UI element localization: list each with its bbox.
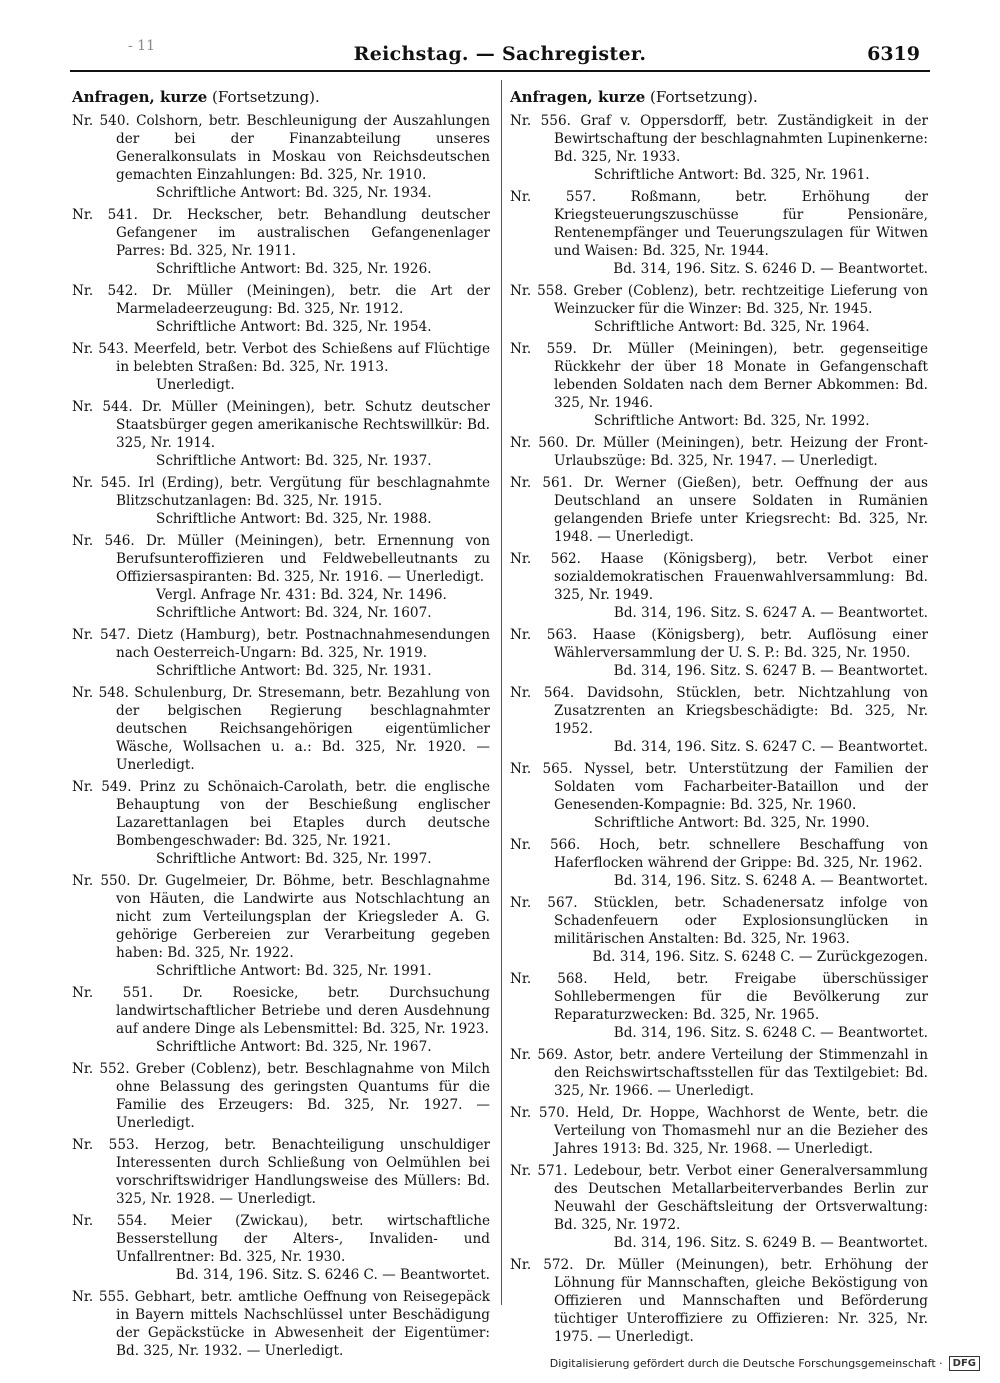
entry-text: Nr. 557. Roßmann, betr. Erhöhung der Kriegsteuerungszuschüsse für Pensionäre, Rentenempfänger und Teuerungszulagen für Witwen und Waisen: Bd. 325, Nr. 1944. xyxy=(510,189,928,259)
entry-reference: Schriftliche Antwort: Bd. 325, Nr. 1988. xyxy=(156,511,432,527)
index-entry xyxy=(72,1212,490,1284)
index-entry xyxy=(72,112,490,202)
index-entry xyxy=(510,626,928,680)
index-entry xyxy=(510,474,928,546)
entry-text: Nr. 565. Nyssel, betr. Unterstützung der Familien der Soldaten vom Facharbeiter-Bataillon und der Genesenden-Kompagnie: Bd. 325, Nr. 1960. xyxy=(510,761,928,813)
entry-reference: Schriftliche Antwort: Bd. 325, Nr. 1967. xyxy=(156,1039,432,1055)
right-column-heading xyxy=(510,88,928,106)
entry-text: Nr. 544. Dr. Müller (Meiningen), betr. Schutz deutscher Staatsbürger gegen amerikanische Rechtswillkür: Bd. 325, Nr. 1914. xyxy=(72,399,490,451)
entry-text: Nr. 541. Dr. Heckscher, betr. Behandlung deutscher Gefangener im australischen Gefangenenlager Parres: Bd. 325, Nr. 1911. xyxy=(72,207,490,259)
index-entry xyxy=(72,206,490,278)
entry-text: Nr. 548. Schulenburg, Dr. Stresemann, betr. Bezahlung von der belgischen Regierung beschlagnahmter deutschen Reichsangehörigen eigentümlicher Wäsche, Wollsachen u. a.: Bd. 325, Nr. 1920. — Unerledigt. xyxy=(72,685,490,773)
header-rule xyxy=(70,70,930,72)
entry-reference: Schriftliche Antwort: Bd. 325, Nr. 1934. xyxy=(156,185,432,201)
entry-text: Nr. 553. Herzog, betr. Benachteiligung unschuldiger Interessenten durch Schließung von Oelmühlen bei vorschriftswidriger Handlungsweise des Müllers: Bd. 325, Nr. 1928. — Unerledigt. xyxy=(72,1137,490,1207)
entry-reference: Schriftliche Antwort: Bd. 325, Nr. 1991. xyxy=(156,963,432,979)
entry-reference: Schriftliche Antwort: Bd. 325, Nr. 1964. xyxy=(594,319,870,335)
index-entry xyxy=(510,340,928,430)
entry-text: Nr. 542. Dr. Müller (Meiningen), betr. die Art der Marmeladeerzeugung: Bd. 325, Nr. 1912. xyxy=(72,283,490,317)
heading-main: Anfragen, kurze xyxy=(72,88,208,106)
entry-reference: Schriftliche Antwort: Bd. 325, Nr. 1961. xyxy=(594,167,870,183)
index-entry xyxy=(72,282,490,336)
index-entry xyxy=(510,836,928,890)
entry-reference: Bd. 314, 196. Sitz. S. 6247 A. — Beantwortet. xyxy=(613,605,928,621)
entry-text: Nr. 555. Gebhart, betr. amtliche Oeffnung von Reisegepäck in Bayern mittels Nachschlüssel unter Beschädigung der Gepäckstücke in Abwesenheit der Eigentümer: Bd. 325, Nr. 1932. — Unerledigt. xyxy=(72,1289,490,1359)
index-entry xyxy=(510,112,928,184)
index-entry xyxy=(510,188,928,278)
entry-reference: Bd. 314, 196. Sitz. S. 6247 B. — Beantwortet. xyxy=(613,663,928,679)
entry-reference: Bd. 314, 196. Sitz. S. 6249 B. — Beantwortet. xyxy=(613,1235,928,1251)
entry-text: Nr. 571. Ledebour, betr. Verbot einer Generalversammlung des Deutschen Metallarbeiterverbandes Berlin zur Neuwahl der Geschäftsleitung der Ortsverwaltung: Bd. 325, Nr. 1972. xyxy=(510,1163,928,1233)
index-entry xyxy=(510,894,928,966)
entry-text: Nr. 568. Held, betr. Freigabe überschüssiger Sohllebermengen für die Bevölkerung zur Reparaturzwecken: Bd. 325, Nr. 1965. xyxy=(510,971,928,1023)
entry-text: Nr. 547. Dietz (Hamburg), betr. Postnachnahmesendungen nach Oesterreich-Ungarn: Bd. 325, Nr. 1919. xyxy=(72,627,490,661)
index-entry xyxy=(72,626,490,680)
column-divider xyxy=(501,80,502,1305)
heading-main: Anfragen, kurze xyxy=(510,88,646,106)
index-entry xyxy=(510,550,928,622)
index-entry xyxy=(510,684,928,756)
index-entry xyxy=(72,532,490,622)
page-number: 6319 xyxy=(867,43,920,65)
entry-reference: Schriftliche Antwort: Bd. 324, Nr. 1607. xyxy=(156,605,432,621)
entry-reference: Vergl. Anfrage Nr. 431: Bd. 324, Nr. 1496. xyxy=(156,587,447,603)
index-entry xyxy=(72,872,490,980)
index-entry xyxy=(510,282,928,336)
entry-text: Nr. 558. Greber (Coblenz), betr. rechtzeitige Lieferung von Weinzucker für die Winzer: Bd. 325, Nr. 1945. xyxy=(510,283,928,317)
entry-text: Nr. 570. Held, Dr. Hoppe, Wachhorst de Wente, betr. die Verteilung von Thomasmehl nur an die Bezieher des Jahres 1913: Bd. 325, Nr. 1968. — Unerledigt. xyxy=(510,1105,928,1157)
entry-text: Nr. 554. Meier (Zwickau), betr. wirtschaftliche Besserstellung der Alters-, Invaliden- und Unfallrentner: Bd. 325, Nr. 1930. xyxy=(72,1213,490,1265)
entry-reference: Bd. 314, 196. Sitz. S. 6246 D. — Beantwortet. xyxy=(613,261,928,277)
entry-reference: Unerledigt. xyxy=(156,377,235,393)
entry-reference: Schriftliche Antwort: Bd. 325, Nr. 1990. xyxy=(594,815,870,831)
entry-text: Nr. 562. Haase (Königsberg), betr. Verbot einer sozialdemokratischen Frauenwahlversammlung: Bd. 325, Nr. 1949. xyxy=(510,551,928,603)
entry-reference: Bd. 314, 196. Sitz. S. 6248 A. — Beantwortet. xyxy=(613,873,928,889)
index-entry xyxy=(510,1162,928,1252)
entry-text: Nr. 550. Dr. Gugelmeier, Dr. Böhme, betr. Beschlagnahme von Häuten, die Landwirte aus Notschlachtung an nicht zum Verteilungsplan der Kriegsleder A. G. gehörige Gerbereien zur Verarbeitung gegeben haben: Bd. 325, Nr. 1922. xyxy=(72,873,490,961)
margin-mark: - 11 xyxy=(128,38,155,54)
index-entry xyxy=(72,340,490,394)
index-entry xyxy=(72,1136,490,1208)
index-entry xyxy=(510,1256,928,1346)
entry-text: Nr. 563. Haase (Königsberg), betr. Auflösung einer Wählerversammlung der U. S. P.: Bd. 325, Nr. 1950. xyxy=(510,627,928,661)
index-entry xyxy=(510,970,928,1042)
entry-text: Nr. 564. Davidsohn, Stücklen, betr. Nichtzahlung von Zusatzrenten an Kriegsbeschädigte: Bd. 325, Nr. 1952. xyxy=(510,685,928,737)
entry-reference: Bd. 314, 196. Sitz. S. 6247 C. — Beantwortet. xyxy=(613,739,928,755)
entry-text: Nr. 551. Dr. Roesicke, betr. Durchsuchung landwirtschaftlicher Betriebe und deren Ausdehnung auf andere Dinge als Lebensmittel: Bd. 325, Nr. 1923. xyxy=(72,985,490,1037)
dfg-logo: DFG xyxy=(949,1356,980,1371)
entry-text: Nr. 561. Dr. Werner (Gießen), betr. Oeffnung der aus Deutschland an unsere Soldaten in Rumänien gelangenden Briefe unter Kriegsrecht: Bd. 325, Nr. 1948. — Unerledigt. xyxy=(510,475,928,545)
entry-reference: Schriftliche Antwort: Bd. 325, Nr. 1992. xyxy=(594,413,870,429)
entry-text: Nr. 560. Dr. Müller (Meiningen), betr. Heizung der Front-Urlaubszüge: Bd. 325, Nr. 1947. — Unerledigt. xyxy=(510,435,928,469)
entry-reference: Bd. 314, 196. Sitz. S. 6246 C. — Beantwortet. xyxy=(175,1267,490,1283)
index-entry xyxy=(72,398,490,470)
entry-text: Nr. 540. Colshorn, betr. Beschleunigung der Auszahlungen der bei der Finanzabteilung unseres Generalkonsulats in Moskau von Reichsdeutschen gemachten Einzahlungen: Bd. 325, Nr. 1910. xyxy=(72,113,490,183)
entry-text: Nr. 567. Stücklen, betr. Schadenersatz infolge von Schadenfeuern oder Explosionsunglücken in militärischen Anstalten: Bd. 325, Nr. 1963. xyxy=(510,895,928,947)
entry-text: Nr. 543. Meerfeld, betr. Verbot des Schießens auf Flüchtige in belebten Straßen: Bd. 325, Nr. 1913. xyxy=(72,341,490,375)
entry-reference: Bd. 314, 196. Sitz. S. 6248 C. — Beantwortet. xyxy=(613,1025,928,1041)
entry-reference: Schriftliche Antwort: Bd. 325, Nr. 1954. xyxy=(156,319,432,335)
entry-reference: Schriftliche Antwort: Bd. 325, Nr. 1997. xyxy=(156,851,432,867)
left-column-heading xyxy=(72,88,490,106)
index-entry xyxy=(510,1104,928,1158)
index-entry xyxy=(72,984,490,1056)
entry-text: Nr. 572. Dr. Müller (Meinungen), betr. Erhöhung der Löhnung für Mannschaften, gleiche Beköstigung von Offizieren und Mannschaften und Beförderung tüchtiger Unteroffiziere zu Offizieren: Nr. 325, Nr. 1975. — Unerledigt. xyxy=(510,1257,928,1345)
index-entry xyxy=(72,1060,490,1132)
index-entry xyxy=(510,760,928,832)
footer-text: Digitalisierung gefördert durch die Deutsche Forschungsgemeinschaft · xyxy=(549,1357,943,1370)
footer-credit xyxy=(550,1356,980,1371)
right-column xyxy=(510,88,928,1350)
index-entry xyxy=(72,1288,490,1360)
index-entry xyxy=(72,474,490,528)
entry-text: Nr. 559. Dr. Müller (Meiningen), betr. gegenseitige Rückkehr der über 18 Monate in Gefangenschaft lebenden Soldaten nach dem Berner Abkommen: Bd. 325, Nr. 1946. xyxy=(510,341,928,411)
index-entry xyxy=(510,434,928,470)
entry-reference: Schriftliche Antwort: Bd. 325, Nr. 1926. xyxy=(156,261,432,277)
index-entry xyxy=(72,778,490,868)
index-entry xyxy=(510,1046,928,1100)
left-column xyxy=(72,88,490,1364)
entry-text: Nr. 546. Dr. Müller (Meiningen), betr. Ernennung von Berufsunteroffizieren und Feldwebelleutnants zu Offiziersaspiranten: Bd. 325, Nr. 1916. — Unerledigt. xyxy=(72,533,490,585)
heading-continuation: (Fortsetzung). xyxy=(645,88,758,106)
heading-continuation: (Fortsetzung). xyxy=(207,88,320,106)
entry-text: Nr. 569. Astor, betr. andere Verteilung der Stimmenzahl in den Reichswirtschaftsstellen für das Textilgebiet: Bd. 325, Nr. 1966. — Unerledigt. xyxy=(510,1047,928,1099)
entry-reference: Schriftliche Antwort: Bd. 325, Nr. 1937. xyxy=(156,453,432,469)
left-entry-list xyxy=(72,112,490,1360)
running-header-title: Reichstag. — Sachregister. xyxy=(353,43,647,65)
entry-reference: Schriftliche Antwort: Bd. 325, Nr. 1931. xyxy=(156,663,432,679)
index-entry xyxy=(72,684,490,774)
right-entry-list xyxy=(510,112,928,1346)
entry-reference: Bd. 314, 196. Sitz. S. 6248 C. — Zurückgezogen. xyxy=(592,949,928,965)
entry-text: Nr. 566. Hoch, betr. schnellere Beschaffung von Haferflocken während der Grippe: Bd. 325, Nr. 1962. xyxy=(510,837,928,871)
entry-text: Nr. 552. Greber (Coblenz), betr. Beschlagnahme von Milch ohne Belassung des geringsten Quantums für die Familie des Erzeugers: Bd. 325, Nr. 1927. — Unerledigt. xyxy=(72,1061,490,1131)
entry-text: Nr. 556. Graf v. Oppersdorff, betr. Zuständigkeit in der Bewirtschaftung der beschlagnahmten Lupinenkerne: Bd. 325, Nr. 1933. xyxy=(510,113,928,165)
entry-text: Nr. 545. Irl (Erding), betr. Vergütung für beschlagnahmte Blitzschutzanlagen: Bd. 325, Nr. 1915. xyxy=(72,475,490,509)
entry-text: Nr. 549. Prinz zu Schönaich-Carolath, betr. die englische Behauptung von der Beschießung englischer Lazarettanlagen bei Etaples durch deutsche Bombengeschwader: Bd. 325, Nr. 1921. xyxy=(72,779,490,849)
